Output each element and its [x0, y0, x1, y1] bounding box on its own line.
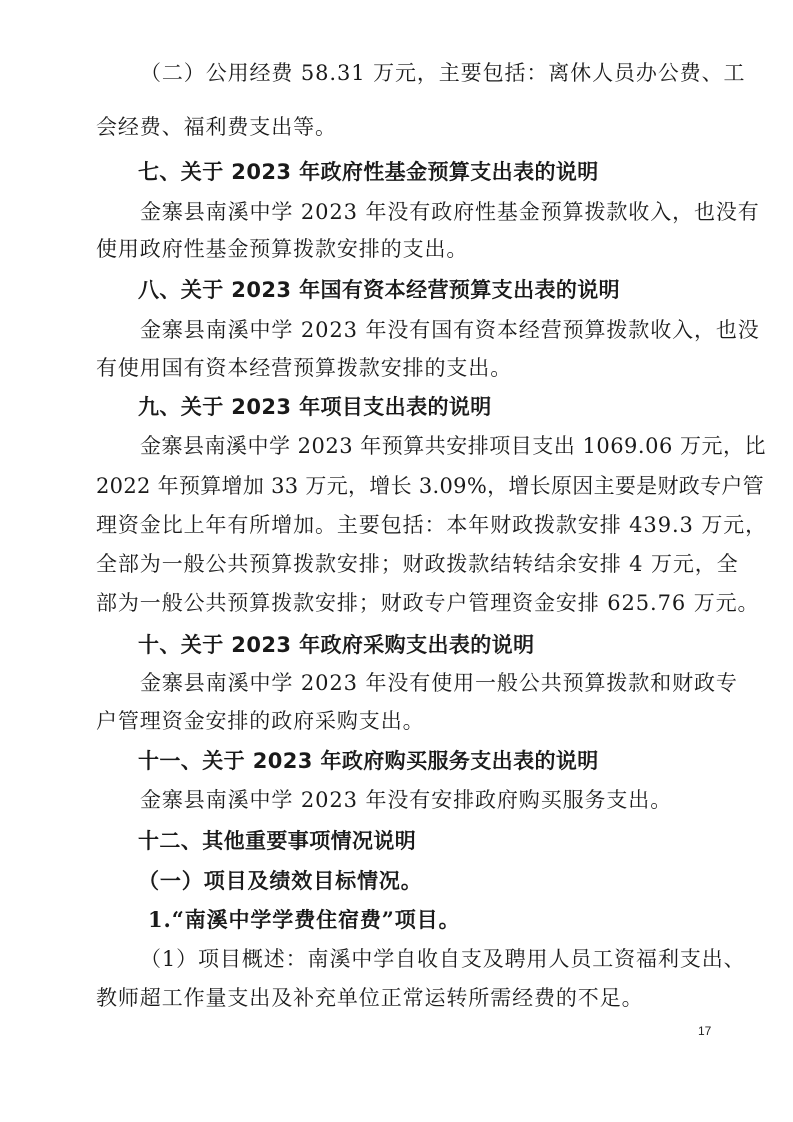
paragraph-line: 教师超工作量支出及补充单位正常运转所需经费的不足。	[96, 986, 644, 1010]
paragraph-line: 金寨县南溪中学 2023 年预算共安排项目支出 1069.06 万元，比	[140, 434, 766, 458]
paragraph-line: 部为一般公共预算拨款安排；财政专户管理资金安排 625.76 万元。	[96, 591, 760, 615]
page-number: 17	[698, 1024, 712, 1038]
paragraph-line: （二）公用经费 58.31 万元，主要包括：离休人员办公费、工	[140, 61, 746, 85]
paragraph-line: 理资金比上年有所增加。主要包括：本年财政拨款安排 439.3 万元，	[96, 513, 768, 537]
paragraph-line: 会经费、福利费支出等。	[96, 115, 337, 139]
paragraph-line: 金寨县南溪中学 2023 年没有政府性基金预算拨款收入，也没有	[140, 200, 760, 224]
paragraph-line: 金寨县南溪中学 2023 年没有使用一般公共预算拨款和财政专	[140, 671, 738, 695]
section-heading-9: 九、关于 2023 年项目支出表的说明	[138, 395, 492, 419]
paragraph-line: 户管理资金安排的政府采购支出。	[96, 709, 425, 733]
section-heading-7: 七、关于 2023 年政府性基金预算支出表的说明	[138, 160, 599, 184]
paragraph-line: 2022 年预算增加 33 万元，增长 3.09%，增长原因主要是财政专户管	[96, 474, 764, 498]
paragraph-line: 金寨县南溪中学 2023 年没有安排政府购买服务支出。	[140, 788, 673, 812]
section-heading-12: 十二、其他重要事项情况说明	[138, 829, 417, 853]
section-heading-10: 十、关于 2023 年政府采购支出表的说明	[138, 633, 535, 657]
paragraph-line: 使用政府性基金预算拨款安排的支出。	[96, 237, 469, 261]
section-heading-8: 八、关于 2023 年国有资本经营预算支出表的说明	[138, 278, 621, 302]
paragraph-line: （1）项目概述：南溪中学自收自支及聘用人员工资福利支出、	[140, 947, 746, 971]
item-heading: 1.“南溪中学学费住宿费”项目。	[148, 907, 461, 932]
paragraph-line: 有使用国有资本经营预算拨款安排的支出。	[96, 356, 513, 380]
section-heading-11: 十一、关于 2023 年政府购买服务支出表的说明	[138, 749, 599, 773]
paragraph-line: 全部为一般公共预算拨款安排；财政拨款结转结余安排 4 万元，全	[96, 552, 739, 576]
subsection-heading: （一）项目及绩效目标情况。	[138, 868, 423, 893]
paragraph-line: 金寨县南溪中学 2023 年没有国有资本经营预算拨款收入，也没	[140, 318, 760, 342]
